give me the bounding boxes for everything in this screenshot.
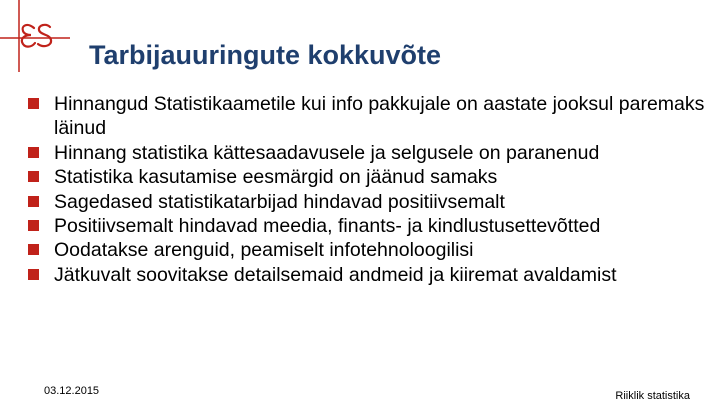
bullet-item xyxy=(28,263,708,287)
bullet-item xyxy=(28,238,708,262)
bullet-list xyxy=(28,92,708,287)
square-bullet-icon xyxy=(28,220,39,231)
bullet-text: Statistika kasutamise eesmärgid on jäänud samaks xyxy=(54,166,498,189)
bullet-item xyxy=(28,92,708,141)
footer-organization: Riiklik statistika xyxy=(615,390,690,402)
bullet-text: Positiivsemalt hindavad meedia, finants- ja kindlustusettevõtted xyxy=(54,215,601,238)
logo-letter-e xyxy=(22,25,35,47)
bullet-item xyxy=(28,165,708,189)
slide-title: Tarbijauuringute kokkuvõte xyxy=(89,40,442,70)
logo-letter-s xyxy=(38,25,51,46)
bullet-text: Sagedased statistikatarbijad hindavad positiivsemalt xyxy=(54,190,505,213)
bullet-item xyxy=(28,141,708,165)
square-bullet-icon xyxy=(28,269,39,280)
square-bullet-icon xyxy=(28,171,39,182)
statistics-estonia-logo xyxy=(0,0,90,72)
bullet-text: Hinnang statistika kättesaadavusele ja selgusele on paranenud xyxy=(54,141,600,164)
square-bullet-icon xyxy=(28,196,39,207)
square-bullet-icon xyxy=(28,98,39,109)
bullet-text: Jätkuvalt soovitakse detailsemaid andmeid ja kiiremat avaldamist xyxy=(54,263,617,286)
bullet-text: Hinnangud Statistikaametile kui info pakkujale on aastate jooksul paremaks läinud xyxy=(54,93,705,140)
bullet-item xyxy=(28,190,708,214)
square-bullet-icon xyxy=(28,147,39,158)
bullet-text: Oodatakse arenguid, peamiselt infotehnoloogilisi xyxy=(54,239,474,262)
bullet-item xyxy=(28,214,708,238)
footer-date: 03.12.2015 xyxy=(44,385,100,397)
square-bullet-icon xyxy=(28,244,39,255)
